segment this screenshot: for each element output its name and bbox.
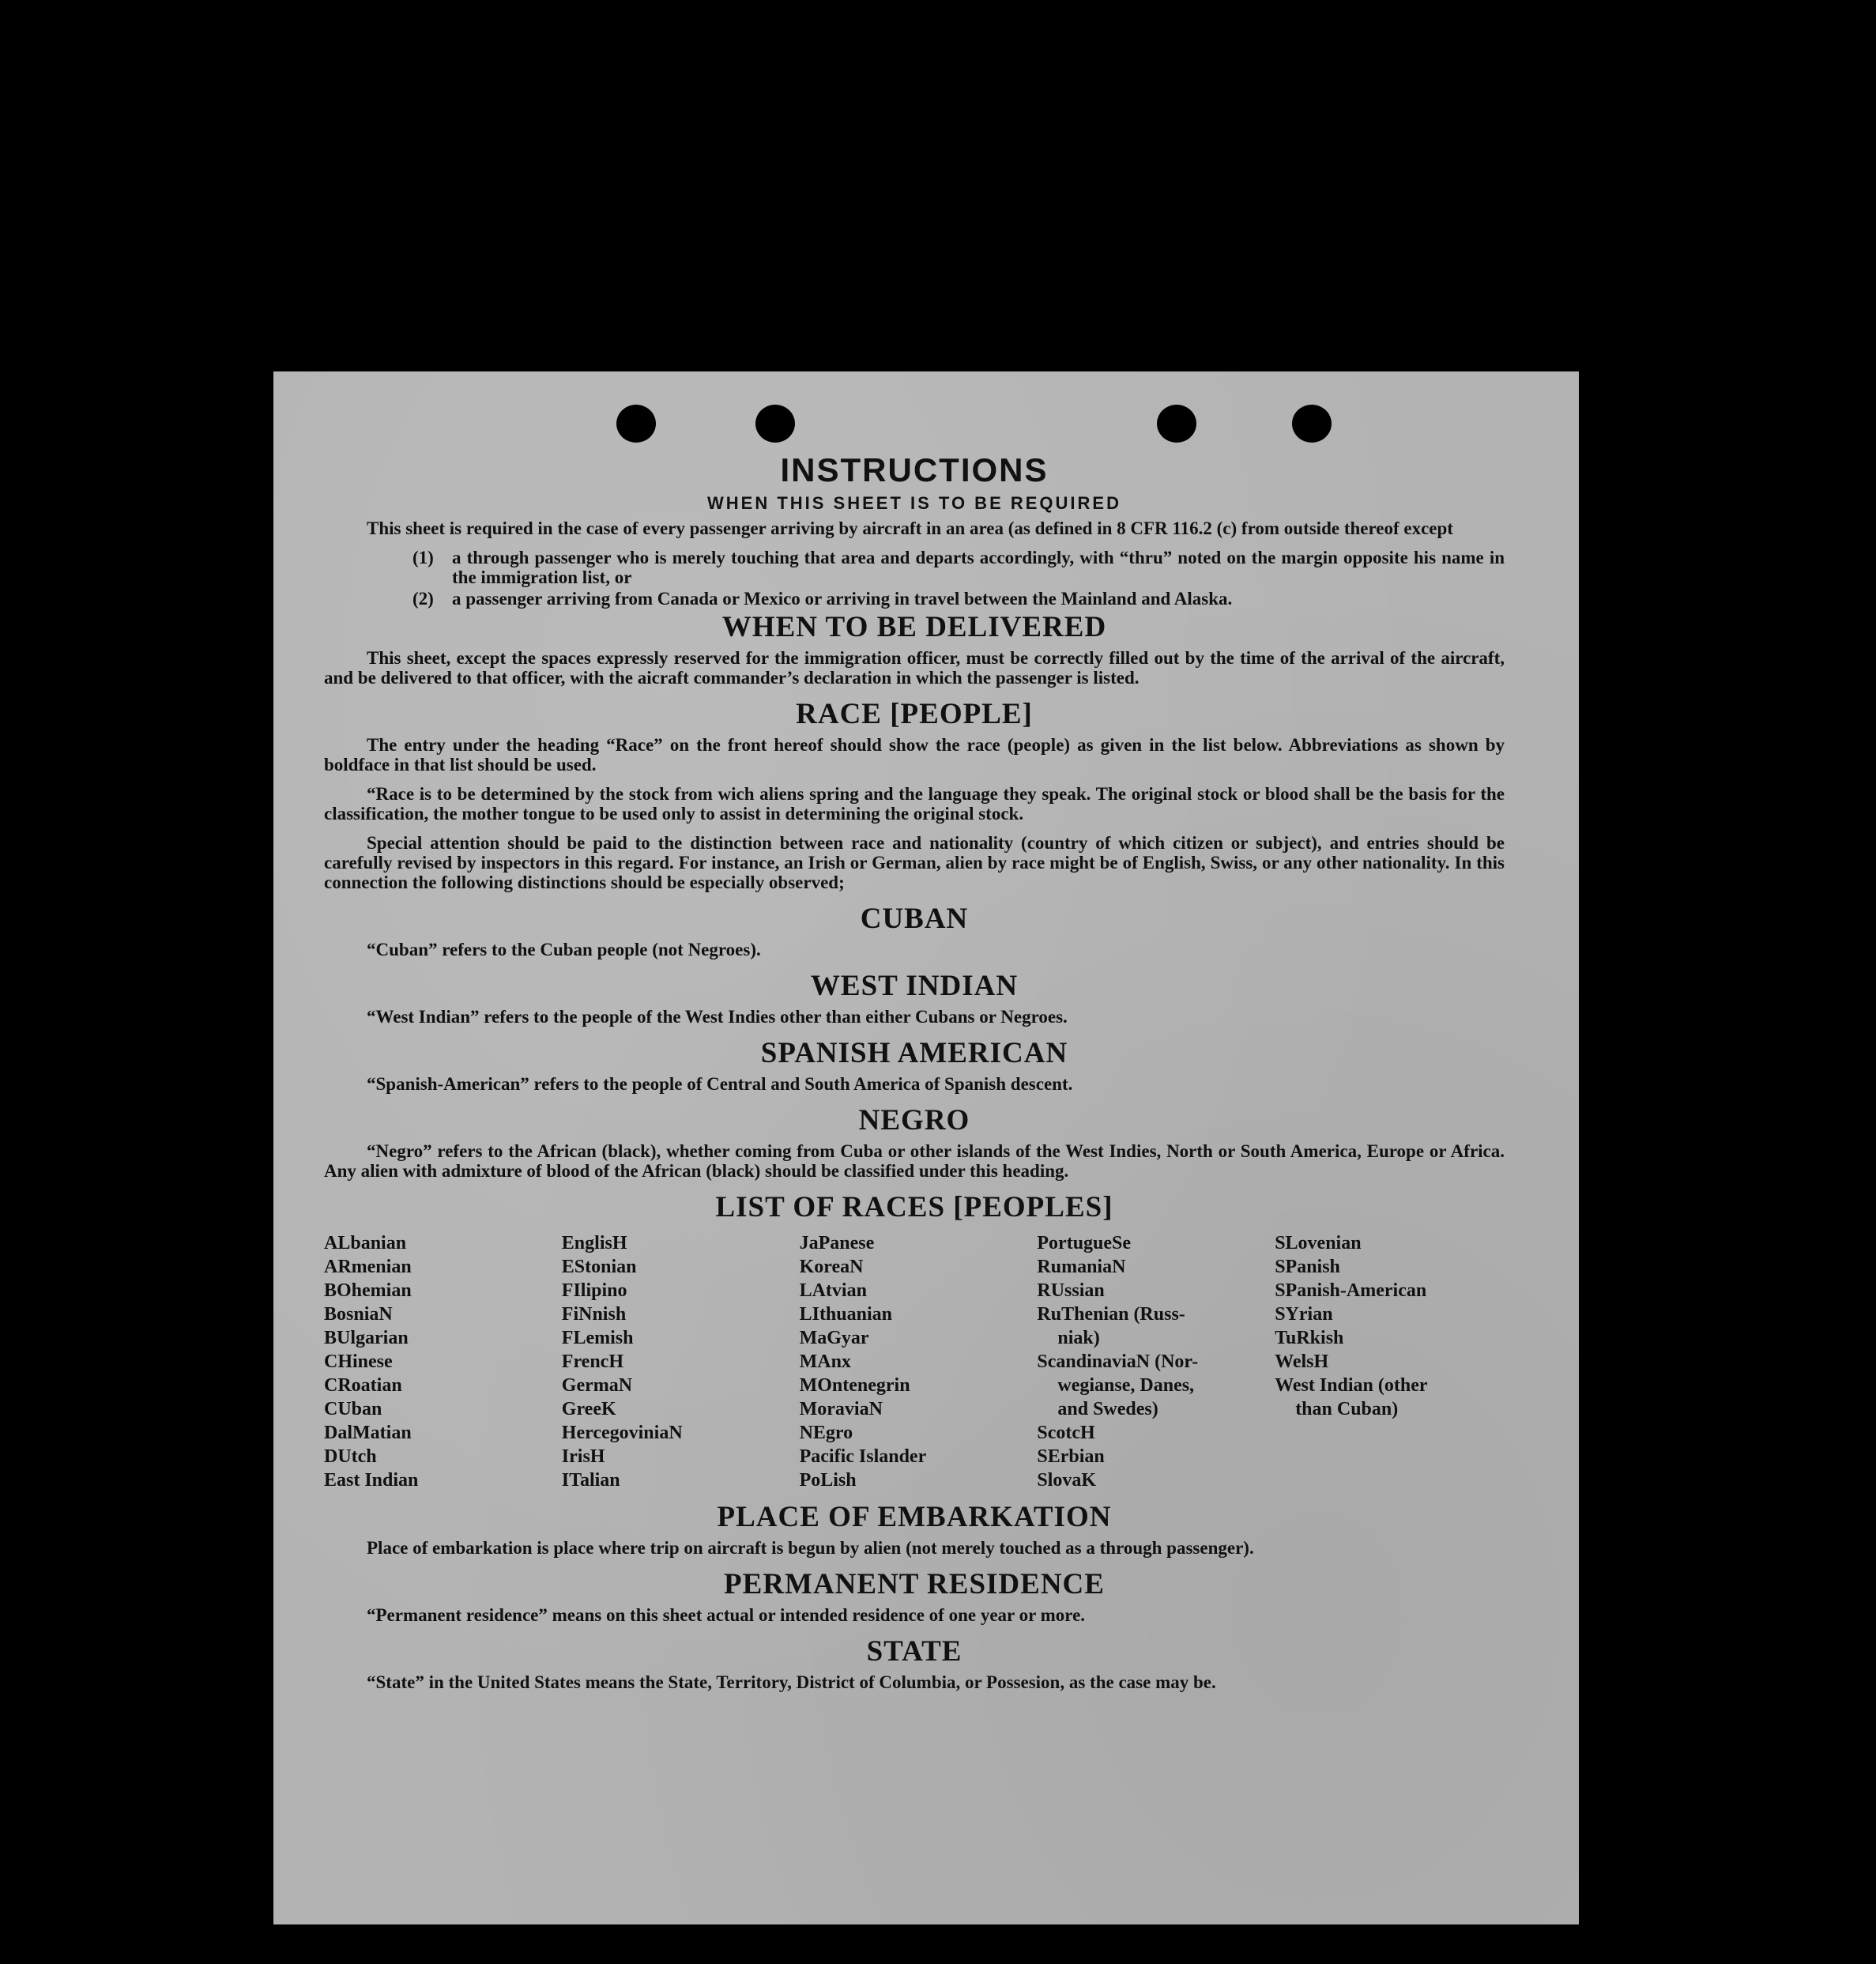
race-item: RuThenian (Russ- [1037,1304,1185,1325]
exception-number: (2) [412,589,434,609]
race-item: RumaniaN [1037,1257,1126,1277]
page-title: INSTRUCTIONS [780,451,1049,488]
section-heading-spanish-american: SPANISH AMERICAN [760,1037,1068,1069]
embarkation-text: Place of embarkation is place where trip on aircraft is begun by alien (not merely touched as a through passenger). [367,1538,1254,1558]
race-item: and Swedes) [1057,1399,1158,1419]
state-text: “State” in the United States means the State, Territory, District of Columbia, or Possesion, as the case may be. [367,1672,1216,1692]
race-item: MOntenegrin [799,1375,910,1396]
west-indian-text: “West Indian” refers to the people of the West Indies other than either Cubans or Negroes. [367,1007,1068,1027]
race-item: BOhemian [324,1280,412,1301]
race-item: PortugueSe [1037,1233,1132,1253]
section-heading-embarkation: PLACE OF EMBARKATION [717,1501,1112,1533]
race-item: FiNnish [561,1304,627,1325]
race-item: EStonian [561,1257,637,1277]
race-item: ITalian [561,1470,620,1491]
race-column [1275,1231,1505,1492]
race-list [324,1231,1505,1492]
section-heading-west-indian: WEST INDIAN [810,970,1019,1002]
race-paragraph: The entry under the heading “Race” on the front hereof should show the race (people) as given in the list below. Abbreviations as shown by boldface in that list should be used. [324,735,1505,775]
race-item: West Indian (other [1275,1375,1428,1396]
race-item: GermaN [561,1375,633,1396]
section-heading-cuban: CUBAN [860,903,969,935]
residence-text: “Permanent residence” means on this sheet actual or intended residence of one year or more. [367,1605,1086,1625]
exception-item [324,589,1505,609]
section-heading-delivered: WHEN TO BE DELIVERED [721,611,1107,643]
race-item: ScandinaviaN (Nor- [1037,1351,1199,1372]
race-paragraph: Special attention should be paid to the distinction between race and nationality (country of which citizen or subject), and entries should be carefully revised by inspectors in this regard. For instance, an Irish or German, alien by race might be of English, Swiss, or any other nationality. In this connection the following distinctions should be especially observed; [324,833,1505,892]
race-item: FLemish [561,1328,634,1348]
race-item: FIlipino [561,1280,627,1301]
race-item: WelsH [1275,1351,1329,1372]
race-item: SYrian [1275,1304,1333,1325]
race-item: TuRkish [1275,1328,1344,1348]
race-column [1037,1231,1267,1492]
race-item: ScotcH [1037,1423,1095,1443]
race-item: MAnx [799,1351,851,1372]
race-item: CHinese [324,1351,393,1372]
race-item: EnglisH [561,1233,627,1253]
race-item: NEgro [799,1423,853,1443]
race-item: BUlgarian [324,1328,409,1348]
page-subtitle: WHEN THIS SHEET IS TO BE REQUIRED [707,493,1121,513]
race-item: DalMatian [324,1423,412,1443]
section-heading-state: STATE [866,1635,962,1668]
punch-hole [1157,405,1196,443]
race-item: ARmenian [324,1257,412,1277]
punch-hole [616,405,656,443]
delivered-text: This sheet, except the spaces expressly reserved for the immigration officer, must be correctly filled out by the time of the arrival of the aircraft, and be delivered to that officer, with the aicraft commander’s declaration in which the passenger is listed. [324,648,1505,688]
exception-text: a through passenger who is merely touching that area and departs accordingly, with “thru” noted on the margin opposite his name in the immigration list, or [452,548,1505,587]
race-item: BosniaN [324,1304,393,1325]
race-item: SPanish-American [1275,1280,1427,1301]
punch-hole [1292,405,1332,443]
race-item: LAtvian [799,1280,867,1301]
section-heading-residence: PERMANENT RESIDENCE [724,1568,1105,1600]
race-item: HercegoviniaN [561,1423,683,1443]
race-item: LIthuanian [799,1304,892,1325]
exception-number: (1) [412,548,434,567]
race-item: than Cuban) [1295,1399,1399,1419]
section-heading-negro: NEGRO [858,1104,970,1137]
document-content [324,450,1505,1702]
race-item: PoLish [799,1470,857,1491]
exception-text: a passenger arriving from Canada or Mexico or arriving in travel between the Mainland and Alaska. [452,589,1233,609]
race-item: SErbian [1037,1446,1105,1467]
race-paragraph: “Race is to be determined by the stock from wich aliens spring and the language they speak. The original stock or blood shall be the basis for the classification, the mother tongue to be used only to assist in determining the original stock. [324,784,1505,824]
race-item: KoreaN [799,1257,864,1277]
race-item: JaPanese [799,1233,875,1253]
section-heading-race: RACE [PEOPLE] [796,698,1033,730]
section-heading-list-of-races: LIST OF RACES [PEOPLES] [715,1191,1113,1223]
cuban-text: “Cuban” refers to the Cuban people (not Negroes). [367,940,761,959]
required-intro: This sheet is required in the case of every passenger arriving by aircraft in an area (as defined in 8 CFR 116.2 (c) from outside thereof except [367,518,1453,538]
race-item: Pacific Islander [799,1446,927,1467]
race-item: GreeK [561,1399,616,1419]
race-item: SPanish [1275,1257,1340,1277]
race-column [324,1231,554,1492]
negro-text: “Negro” refers to the African (black), whether coming from Cuba or other islands of the West Indies, North or South America, Europe or Africa. Any alien with admixture of blood of the African (black) should be classified under this heading. [324,1141,1505,1181]
race-item: niak) [1057,1328,1100,1348]
race-item: East Indian [324,1470,419,1491]
race-item: IrisH [561,1446,605,1467]
punch-hole [755,405,795,443]
race-item: CUban [324,1399,382,1419]
race-item: DUtch [324,1446,377,1467]
race-item: SLovenian [1275,1233,1362,1253]
race-item: FrencH [561,1351,623,1372]
race-item: CRoatian [324,1375,402,1396]
document-page [273,371,1579,1924]
exception-item [324,548,1505,587]
race-item: wegianse, Danes, [1057,1375,1195,1396]
race-item: ALbanian [324,1233,407,1253]
race-column [800,1231,1030,1492]
race-item: MoraviaN [799,1399,883,1419]
race-item: MaGyar [799,1328,869,1348]
race-item: RUssian [1037,1280,1105,1301]
race-column [562,1231,792,1492]
spanish-american-text: “Spanish-American” refers to the people of Central and South America of Spanish descent. [367,1074,1073,1094]
race-item: SlovaK [1037,1470,1097,1491]
